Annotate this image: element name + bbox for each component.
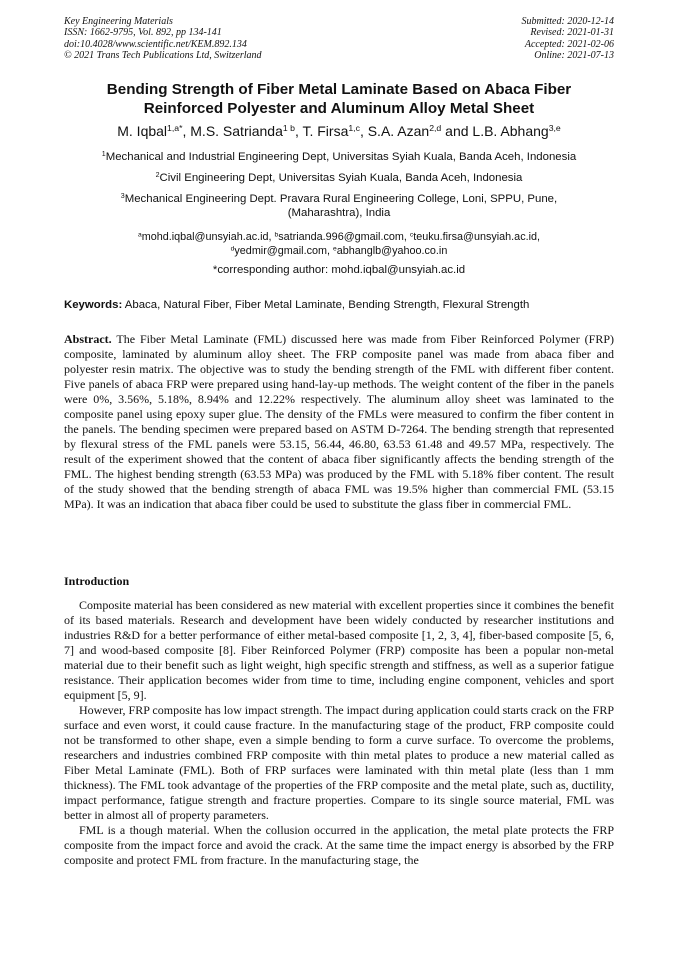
keywords-text: Abaca, Natural Fiber, Fiber Metal Laminate, Bending Strength, Flexural Strength	[122, 299, 530, 311]
title-line: Reinforced Polyester and Aluminum Alloy Metal Sheet	[143, 100, 535, 117]
author-name: M.S. Satrianda	[190, 123, 283, 139]
paper-title	[40, 80, 638, 118]
author-affiliation-mark: 3,e	[548, 123, 561, 134]
paragraph: Composite material has been considered as new material with excellent properties since it combines the benefit of its based materials. Research and development have been widely conducted by researcher institutions and industries R&D for a better performance of either metal-based composite [1, 2, 3, 4], fiber-based composite [5, 6, 7] and wood-based composite [8]. Fiber Reinforced Polymer (FRP) composite has been a popular non-metal material due to their benefit such as light weight, high specific strength and stiffness, as well as a superior fatigue resistance. Their application becomes wider from time to time, including engine component, vehicles and sport equipment [5, 9].	[64, 598, 614, 702]
submitted-date: Submitted: 2020-12-14	[521, 16, 614, 27]
email-address: satrianda.996@gmail.com,	[278, 231, 410, 243]
journal-info	[64, 16, 262, 61]
keywords	[64, 298, 624, 312]
abstract-label: Abstract.	[64, 332, 112, 346]
abstract	[64, 332, 614, 512]
paragraph: However, FRP composite has low impact strength. The impact during application could starts crack on the FRP surface and even worst, it could cause fracture. In the manufacturing stage of the product, FRP composite could not be transformed to other shape, even a simple bending to form a curve surface. To overcome the problems, researchers and industries combined FRP composite with thin metal plates to produce a new material called as Fiber Metal Laminate (FML). Both of FRP surfaces were laminated with thin metal plate (less than 1 mm thickness). The FML took advantage of the properties of the FRP composite and the metal plate, such as, ductility, impact performance, fatigue strength and fracture properties. Compare to its single source material, FML was better in almost all of property parameters.	[64, 703, 614, 822]
keywords-label: Keywords:	[64, 299, 123, 311]
author-affiliation-mark: 2,d	[429, 123, 442, 134]
online-date: Online: 2021-07-13	[534, 49, 614, 61]
email-address: yedmir@gmail.com,	[234, 245, 333, 257]
doi-line: doi:10.4028/www.scientific.net/KEM.892.134	[64, 38, 247, 50]
author-name: T. Firsa	[302, 123, 349, 139]
section-heading: Introduction	[64, 574, 130, 588]
journal-name: Key Engineering Materials	[64, 16, 173, 27]
author-affiliation-mark: 1,c	[348, 123, 360, 134]
affiliation-2: $^2$Civil Engineering Dept, Universitas Syiah Kuala, Banda Aceh, Indonesia	[155, 172, 523, 184]
author-name: S.A. Azan	[367, 123, 430, 139]
affiliation-1: $^1$Mechanical and Industrial Engineering Dept, Universitas Syiah Kuala, Banda Aceh, Indonesia	[101, 151, 577, 163]
email-address: abhanglb@yahoo.co.in	[336, 245, 448, 257]
introduction-body	[64, 598, 614, 868]
abstract-text: The Fiber Metal Laminate (FML) discussed here was made from Fiber Reinforced Polymer (FRP) composite, laminated by aluminum alloy sheet. The FRP composite panel was made from abaca fiber and polyester resin matrix. The objective was to study the bending strength of the FML with different fiber content. Five panels of abaca FRP were prepared using hand-lay-up methods. The weight content of the fiber in the panels were 0%, 3.56%, 5.18%, 8.94% and 12.22% respectively. The aluminum alloy sheet was laminated to the composite panel using epoxy super glue. The density of the FMLs were measured to confirm the fiber content in the panels. The bending specimen were prepared based on ASTM D-7264. The bending strength that represented by flexural stress of the FML panels were 53.15, 56.44, 46.80, 63.53 61.48 and 49.57 MPa, respectively. The result of the experiment showed that the content of abaca fiber significantly affects the bending strength of the FML. The highest bending strength (63.53 MPa) was produced by the FML with 5.18% fiber content. The result of the study showed that the bending strength of abaca FML was 19.5% higher than commercial FML (53.15 MPa). It was an indication that abaca fiber could be used to substitute the glass fiber in commercial FML.	[64, 332, 614, 511]
issn-line: ISSN: 1662-9795, Vol. 892, pp 134-141	[64, 27, 222, 39]
paragraph: FML is a though material. When the collusion occurred in the application, the metal plate protects the FRP composite from the impact force and avoid the crack. At the same time the impact energy is absorbed by the FRP composite and protect FML from fracture. In the manufacturing stage, the	[64, 823, 614, 867]
title-line: Bending Strength of Fiber Metal Laminate Based on Abaca Fiber	[106, 81, 572, 98]
author-affiliation-mark: 1,a*	[167, 123, 183, 134]
author-emails: $^a$mohd.iqbal@unsyiah.ac.id, $^b$satrianda.996@gmail.com, $^c$teuku.firsa@unsyiah.ac.id, $^d$yedmir@gmail.com, $^e$abhanglb@yahoo.co.in	[137, 231, 540, 257]
email-address: teuku.firsa@unsyiah.ac.id,	[413, 231, 540, 243]
author-name: L.B. Abhang	[472, 123, 549, 139]
affiliation-3: $^3$Mechanical Engineering Dept. Pravara Rural Engineering College, Loni, SPPU, Pune, (Maharashtra), India	[120, 193, 558, 219]
corresponding-author: *corresponding author: mohd.iqbal@unsyiah.ac.id	[212, 264, 466, 276]
revised-date: Revised: 2021-01-31	[530, 27, 614, 39]
author-affiliation-mark: 1 b	[282, 123, 295, 134]
author-name: M. Iqbal	[117, 123, 168, 139]
accepted-date: Accepted: 2021-02-06	[524, 38, 614, 50]
publication-dates	[522, 16, 615, 61]
copyright-line: © 2021 Trans Tech Publications Ltd, Switzerland	[64, 49, 262, 61]
author-list: M. Iqbal$^{1,a*}$, M.S. Satrianda$^{1 b}$, T. Firsa$^{1,c}$, S.A. Azan$^{2,d}$ and L.B. Abhang$^{3,e}$	[117, 123, 561, 139]
email-address: mohd.iqbal@unsyiah.ac.id,	[141, 231, 275, 243]
